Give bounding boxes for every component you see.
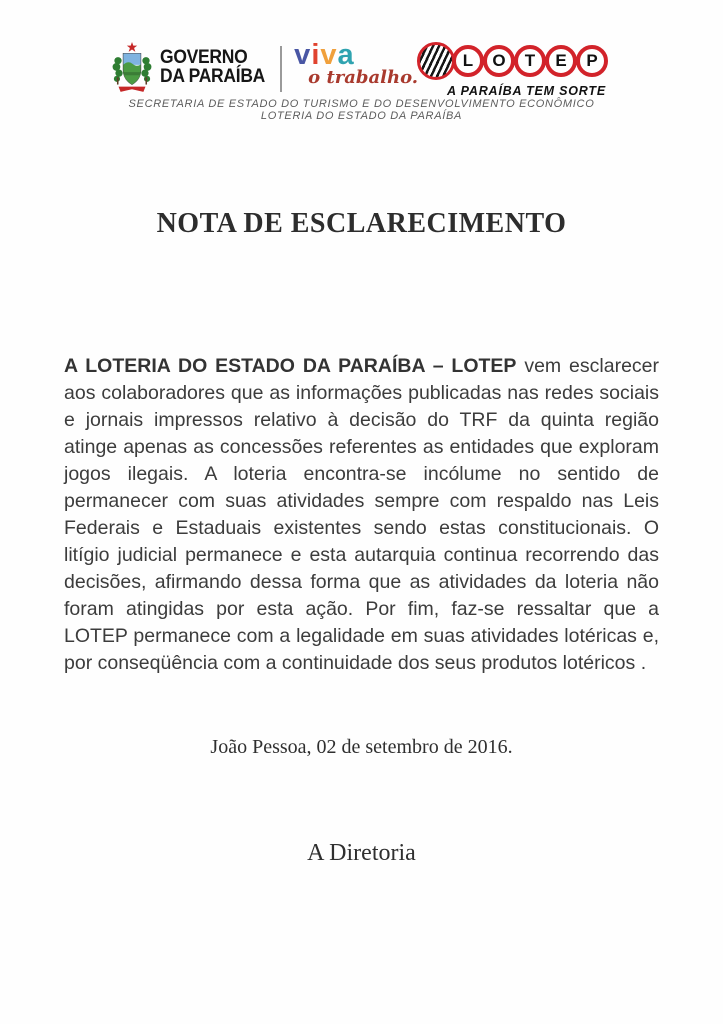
header-divider <box>280 46 282 92</box>
viva-o-trabalho-logo <box>294 39 419 88</box>
governo-da-paraiba-wordmark <box>160 48 265 86</box>
lotep-letter-circle: E <box>545 45 577 77</box>
body-paragraph <box>64 353 659 677</box>
paraiba-coat-of-arms-icon <box>112 41 152 97</box>
governo-line1: GOVERNO <box>160 47 248 68</box>
viva-letter: v <box>320 39 338 71</box>
lotep-letter-circle: P <box>576 45 608 77</box>
viva-letter: i <box>311 39 321 71</box>
viva-letter: a <box>337 39 355 71</box>
date-line: João Pessoa, 02 de setembro de 2016. <box>210 736 513 758</box>
lotep-letter-circle: O <box>483 45 515 77</box>
lotep-letter-circle: T <box>514 45 546 77</box>
page-title: NOTA DE ESCLARECIMENTO <box>156 208 567 239</box>
body-paragraph-rest: vem esclarecer aos colaboradores que as informações publicadas nas redes sociais e jornais impressos relativo à decisão do TRF da quinta região atinge apenas as concessões referentes as entidades que exploram jogos ilegais. A loteria encontra-se incólume no sentido de permanecer com suas atividades sempre com respaldo nas Leis Federais e Estaduais existentes sendo estas constitucionais. O litígio judicial permanece e esta autarquia continua recorrendo das decisões, afirmando dessa forma que as atividades da loteria não foram atingidas por esta ação. Por fim, faz-se ressaltar que a LOTEP permanece com a legalidade em suas atividades lotéricas e, por conseqüência com a continuidade dos seus produtos lotéricos . <box>64 354 659 674</box>
secretaria-line2: LOTERIA DO ESTADO DA PARAÍBA <box>260 109 463 122</box>
government-brand-block <box>112 41 418 97</box>
secretaria-subtitle <box>0 99 723 122</box>
body-paragraph-lead: A LOTERIA DO ESTADO DA PARAÍBA – LOTEP <box>64 354 517 377</box>
viva-tagline: o trabalho. <box>308 67 419 88</box>
governo-line2: DA PARAÍBA <box>160 66 266 87</box>
viva-wordmark <box>294 39 418 71</box>
secretaria-line1: SECRETARIA DE ESTADO DO TURISMO E DO DESENVOLVIMENTO ECONÔMICO <box>128 98 595 110</box>
lotep-letter-circle: L <box>452 45 484 77</box>
lotep-logo <box>417 42 608 98</box>
lotep-tagline: A PARAÍBA TEM SORTE <box>447 84 606 98</box>
signature-line: A Diretoria <box>307 840 416 866</box>
viva-letter: v <box>294 39 312 71</box>
lotep-globe-icon <box>417 42 455 80</box>
lotep-circles-row <box>417 42 608 80</box>
